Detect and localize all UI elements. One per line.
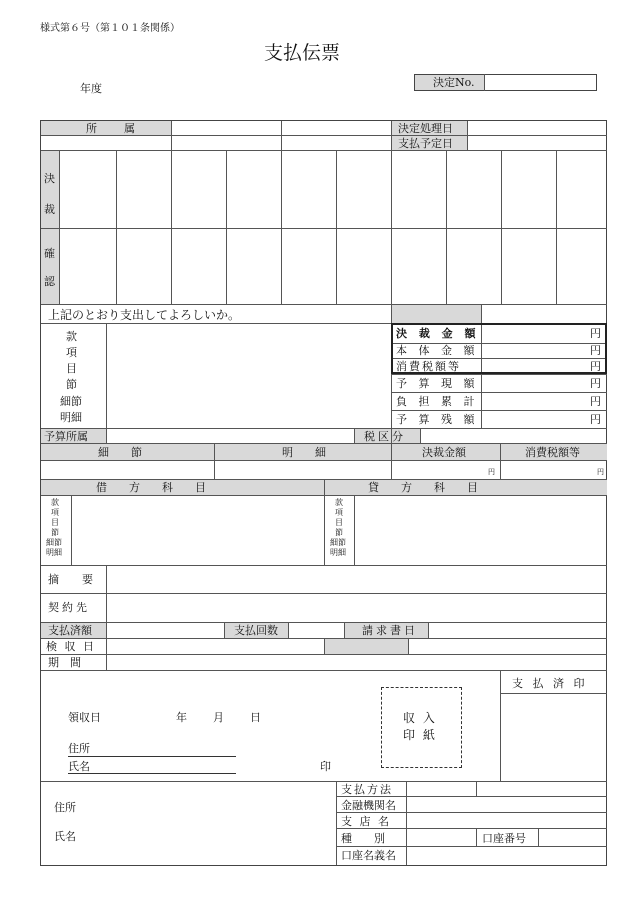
budget-remaining-label: 予 算 残 額 [396, 413, 479, 426]
detail-decision-amount-header: 決裁金額 [422, 446, 466, 459]
yen-unit: 円 [488, 468, 495, 476]
account-holder-label: 口座名義名 [341, 849, 396, 862]
budget-affiliation-label: 予算所属 [44, 430, 88, 443]
receipt-address-label: 住所 [68, 742, 90, 755]
bottom-address-label: 住所 [54, 801, 76, 814]
day-label: 日 [250, 711, 261, 724]
budget-label-setsu: 節 [66, 378, 77, 391]
decision-process-date-field[interactable] [469, 122, 605, 134]
budget-label-kou: 項 [66, 346, 77, 359]
decision-process-date-label: 決定処理日 [398, 122, 453, 135]
contractor-field[interactable] [108, 595, 605, 621]
decision-amount-label: 決 裁 金 額 [396, 327, 480, 340]
affiliation-field[interactable] [173, 122, 279, 134]
debit-header: 借 方 科 目 [96, 481, 206, 494]
detail-consumption-tax-header: 消費税額等 [525, 446, 580, 459]
kakunin-label-2: 認 [44, 275, 55, 288]
bank-name-label: 金融機関名 [341, 799, 396, 812]
yen-unit: 円 [590, 344, 601, 357]
period-label: 期 間 [48, 656, 81, 669]
paid-amount-label: 支払済額 [48, 624, 92, 637]
contractor-label: 契約先 [48, 601, 90, 614]
yen-unit: 円 [590, 377, 601, 390]
year-label: 年 [176, 711, 187, 724]
seal-label: 印 [320, 760, 331, 773]
budget-label-moku: 目 [66, 362, 77, 375]
detail-section-header: 細 節 [98, 446, 142, 459]
revenue-stamp-label-1: 収 入 [403, 711, 437, 725]
summary-field[interactable] [108, 567, 605, 592]
tax-category-label: 税区分 [364, 430, 406, 443]
body-amount-label: 本 体 金 額 [396, 344, 479, 357]
page-title: 支払伝票 [264, 42, 341, 64]
yen-unit: 円 [590, 413, 601, 426]
credit-label-saisetsu: 細節 [330, 538, 346, 547]
yen-unit: 円 [597, 468, 604, 476]
credit-label-kan: 款 [335, 498, 343, 507]
credit-header: 貸 方 科 目 [368, 481, 478, 494]
paid-seal-label: 支 払 済 印 [512, 677, 588, 690]
summary-label: 摘 要 [48, 573, 99, 586]
payment-count-label: 支払回数 [234, 624, 278, 637]
burden-total-label: 負 担 累 計 [396, 395, 479, 408]
payment-scheduled-date-field[interactable] [469, 137, 605, 149]
month-label: 月 [213, 711, 224, 724]
fiscal-year-label: 年度 [80, 82, 102, 95]
yen-unit: 円 [590, 360, 601, 373]
debit-label-meisai: 明細 [46, 548, 62, 557]
yen-unit: 円 [590, 395, 601, 408]
account-number-label: 口座番号 [482, 832, 526, 845]
kessai-label-1: 決 [44, 172, 55, 185]
branch-name-label: 支 店 名 [341, 815, 391, 828]
yen-unit: 円 [590, 327, 601, 340]
debit-label-moku: 目 [51, 518, 59, 527]
invoice-date-label: 請求書日 [362, 624, 418, 637]
debit-label-setsu: 節 [51, 528, 59, 537]
inspection-date-label: 検 収 日 [46, 640, 96, 653]
payment-method-label: 支払方法 [341, 783, 393, 796]
budget-current-label: 予 算 現 額 [396, 377, 479, 390]
type-label: 種 別 [341, 832, 385, 845]
debit-label-saisetsu: 細節 [46, 538, 62, 547]
decision-no-label: 決定No. [433, 76, 475, 89]
received-date-label: 領収日 [68, 711, 101, 724]
credit-label-kou: 項 [335, 508, 343, 517]
credit-label-meisai: 明細 [330, 548, 346, 557]
budget-label-saisetsu: 細節 [60, 395, 82, 408]
receipt-name-label: 氏名 [68, 760, 90, 773]
detail-item-header: 明 細 [282, 446, 326, 459]
payment-scheduled-date-label: 支払予定日 [398, 137, 453, 150]
consumption-tax-label: 消費税額等 [396, 360, 461, 373]
affiliation-label: 所 属 [86, 122, 143, 135]
revenue-stamp-label-2: 印 紙 [403, 728, 437, 742]
budget-label-meisai: 明細 [60, 411, 82, 424]
debit-label-kou: 項 [51, 508, 59, 517]
credit-label-moku: 目 [335, 518, 343, 527]
kakunin-label-1: 確 [44, 247, 55, 260]
debit-label-kan: 款 [51, 498, 59, 507]
kessai-label-2: 裁 [44, 203, 55, 216]
form-number: 様式第６号（第１０１条関係） [40, 23, 180, 34]
budget-label-kan: 款 [66, 330, 77, 343]
approval-text: 上記のとおり支出してよろしいか。 [48, 308, 241, 322]
decision-no-field[interactable] [486, 76, 592, 89]
bottom-name-label: 氏名 [54, 830, 76, 843]
credit-label-setsu: 節 [335, 528, 343, 537]
